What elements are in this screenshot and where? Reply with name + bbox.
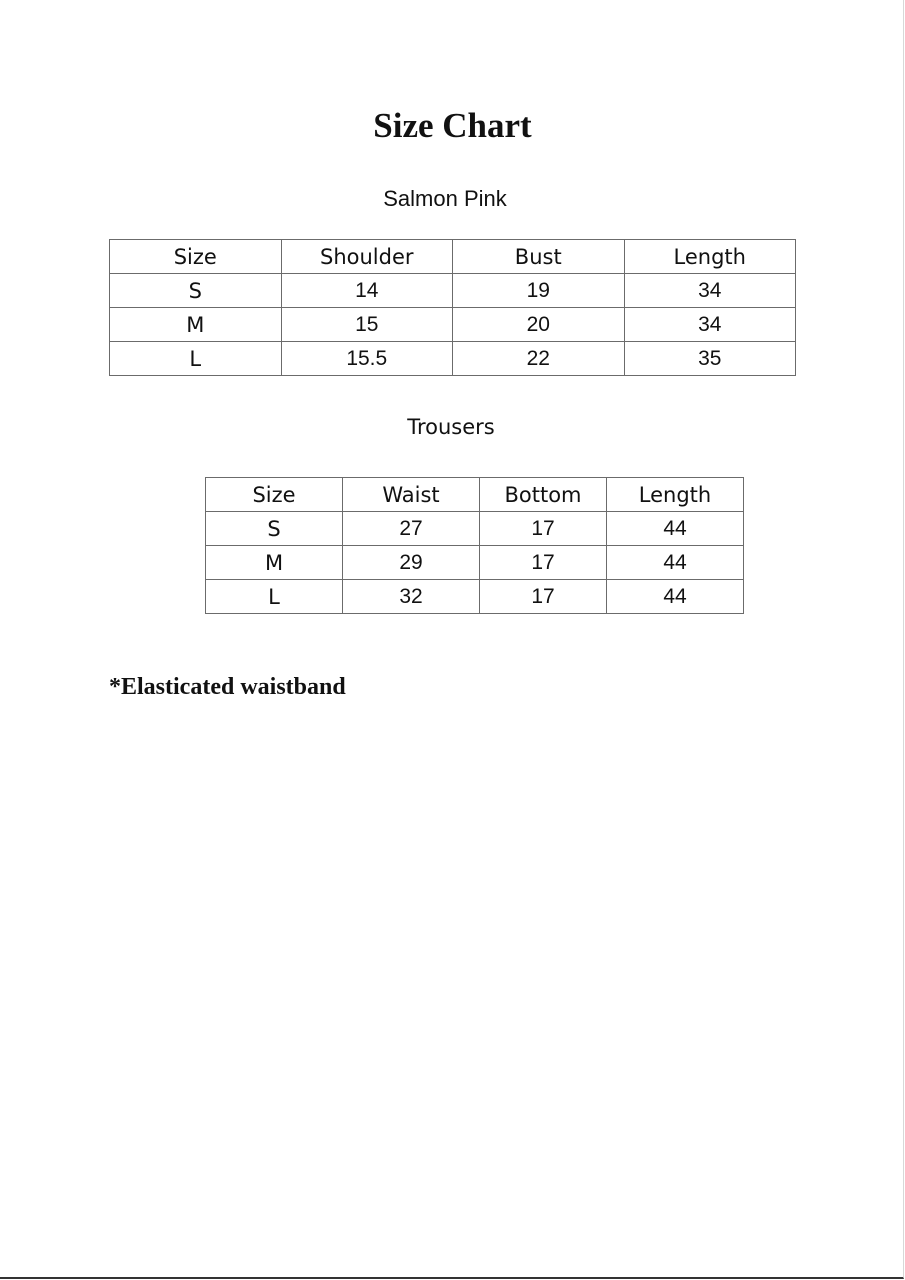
bust-cell: 19	[453, 274, 625, 308]
size-cell: L	[206, 580, 343, 614]
table-row	[206, 546, 744, 580]
column-header-length: Length	[607, 478, 744, 512]
length-cell: 34	[624, 308, 796, 342]
top-size-table	[109, 239, 796, 376]
column-header-size: Size	[110, 240, 282, 274]
length-cell: 44	[607, 580, 744, 614]
size-cell: S	[206, 512, 343, 546]
table-row	[110, 308, 796, 342]
section-heading-trousers: Trousers	[407, 415, 495, 439]
table-row	[206, 580, 744, 614]
size-cell: S	[110, 274, 282, 308]
size-cell: L	[110, 342, 282, 376]
table-row	[110, 274, 796, 308]
waist-cell: 27	[343, 512, 480, 546]
shoulder-cell: 15.5	[281, 342, 453, 376]
waistband-note: *Elasticated waistband	[109, 674, 346, 700]
length-cell: 35	[624, 342, 796, 376]
column-header-shoulder: Shoulder	[281, 240, 453, 274]
shoulder-cell: 14	[281, 274, 453, 308]
page-title: Size Chart	[373, 106, 532, 145]
column-header-waist: Waist	[343, 478, 480, 512]
size-cell: M	[110, 308, 282, 342]
shoulder-cell: 15	[281, 308, 453, 342]
table-row	[206, 512, 744, 546]
bottom-cell: 17	[480, 546, 607, 580]
trousers-size-table	[205, 477, 744, 614]
bottom-cell: 17	[480, 512, 607, 546]
waist-cell: 29	[343, 546, 480, 580]
table-header-row	[206, 478, 744, 512]
bottom-cell: 17	[480, 580, 607, 614]
length-cell: 44	[607, 512, 744, 546]
column-header-bust: Bust	[453, 240, 625, 274]
column-header-length: Length	[624, 240, 796, 274]
waist-cell: 32	[343, 580, 480, 614]
length-cell: 34	[624, 274, 796, 308]
table-row	[110, 342, 796, 376]
column-header-size: Size	[206, 478, 343, 512]
table-header-row	[110, 240, 796, 274]
length-cell: 44	[607, 546, 744, 580]
size-cell: M	[206, 546, 343, 580]
bust-cell: 20	[453, 308, 625, 342]
bust-cell: 22	[453, 342, 625, 376]
section-heading-salmon-pink: Salmon Pink	[383, 186, 507, 211]
column-header-bottom: Bottom	[480, 478, 607, 512]
